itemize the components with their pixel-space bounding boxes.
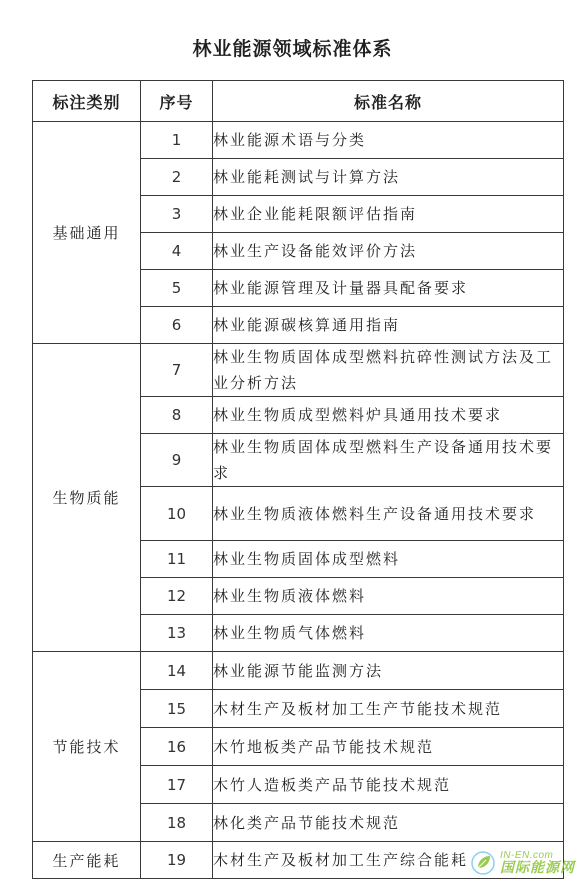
row-number: 15 bbox=[141, 690, 213, 728]
standard-name: 林业生物质固体成型燃料生产设备通用技术要求 bbox=[213, 434, 564, 487]
standard-name: 林业生物质固体成型燃料抗碎性测试方法及工业分析方法 bbox=[213, 344, 564, 397]
standard-name: 林化类产品节能技术规范 bbox=[213, 804, 564, 842]
standard-name: 林业生物质气体燃料 bbox=[213, 615, 564, 652]
standard-name: 林业生产设备能效评价方法 bbox=[213, 233, 564, 270]
row-number: 16 bbox=[141, 728, 213, 766]
row-number: 5 bbox=[141, 270, 213, 307]
standard-name: 木材生产及板材加工生产综合能耗 bbox=[213, 842, 564, 879]
row-number: 17 bbox=[141, 766, 213, 804]
header-number: 序号 bbox=[141, 81, 213, 122]
category-cell: 生产能耗 bbox=[33, 842, 141, 879]
header-category: 标注类别 bbox=[33, 81, 141, 122]
standard-name: 林业企业能耗限额评估指南 bbox=[213, 196, 564, 233]
row-number: 9 bbox=[141, 434, 213, 487]
standard-name: 林业能耗测试与计算方法 bbox=[213, 159, 564, 196]
row-number: 4 bbox=[141, 233, 213, 270]
row-number: 11 bbox=[141, 541, 213, 578]
row-number: 2 bbox=[141, 159, 213, 196]
table-row bbox=[33, 344, 564, 397]
standards-table bbox=[32, 80, 564, 879]
row-number: 13 bbox=[141, 615, 213, 652]
category-cell: 节能技术 bbox=[33, 652, 141, 842]
standard-name: 林业生物质液体燃料 bbox=[213, 578, 564, 615]
page-title: 林业能源领域标准体系 bbox=[192, 38, 393, 60]
row-number: 12 bbox=[141, 578, 213, 615]
row-number: 19 bbox=[141, 842, 213, 879]
standard-name: 木材生产及板材加工生产节能技术规范 bbox=[213, 690, 564, 728]
standard-name: 林业能源节能监测方法 bbox=[213, 652, 564, 690]
standard-name: 林业能源碳核算通用指南 bbox=[213, 307, 564, 344]
row-number: 3 bbox=[141, 196, 213, 233]
leaf-logo-icon bbox=[470, 850, 496, 876]
standard-name: 林业能源管理及计量器具配备要求 bbox=[213, 270, 564, 307]
header-name: 标准名称 bbox=[213, 81, 564, 122]
row-number: 1 bbox=[141, 122, 213, 159]
category-cell: 基础通用 bbox=[33, 122, 141, 344]
row-number: 6 bbox=[141, 307, 213, 344]
standard-name: 林业生物质液体燃料生产设备通用技术要求 bbox=[213, 487, 564, 541]
standard-name: 木竹人造板类产品节能技术规范 bbox=[213, 766, 564, 804]
table-header-row bbox=[33, 81, 564, 122]
watermark-en: IN-EN.com bbox=[500, 850, 554, 861]
standard-name: 木竹地板类产品节能技术规范 bbox=[213, 728, 564, 766]
row-number: 7 bbox=[141, 344, 213, 397]
table-row bbox=[33, 122, 564, 159]
site-watermark bbox=[470, 850, 575, 876]
table-row bbox=[33, 652, 564, 690]
row-number: 14 bbox=[141, 652, 213, 690]
watermark-cn: 国际能源网 bbox=[500, 860, 575, 876]
row-number: 8 bbox=[141, 397, 213, 434]
watermark-text bbox=[500, 851, 575, 875]
standard-name: 林业能源术语与分类 bbox=[213, 122, 564, 159]
standard-name: 林业生物质固体成型燃料 bbox=[213, 541, 564, 578]
row-number: 18 bbox=[141, 804, 213, 842]
row-number: 10 bbox=[141, 487, 213, 541]
category-cell: 生物质能 bbox=[33, 344, 141, 652]
standard-name: 林业生物质成型燃料炉具通用技术要求 bbox=[213, 397, 564, 434]
